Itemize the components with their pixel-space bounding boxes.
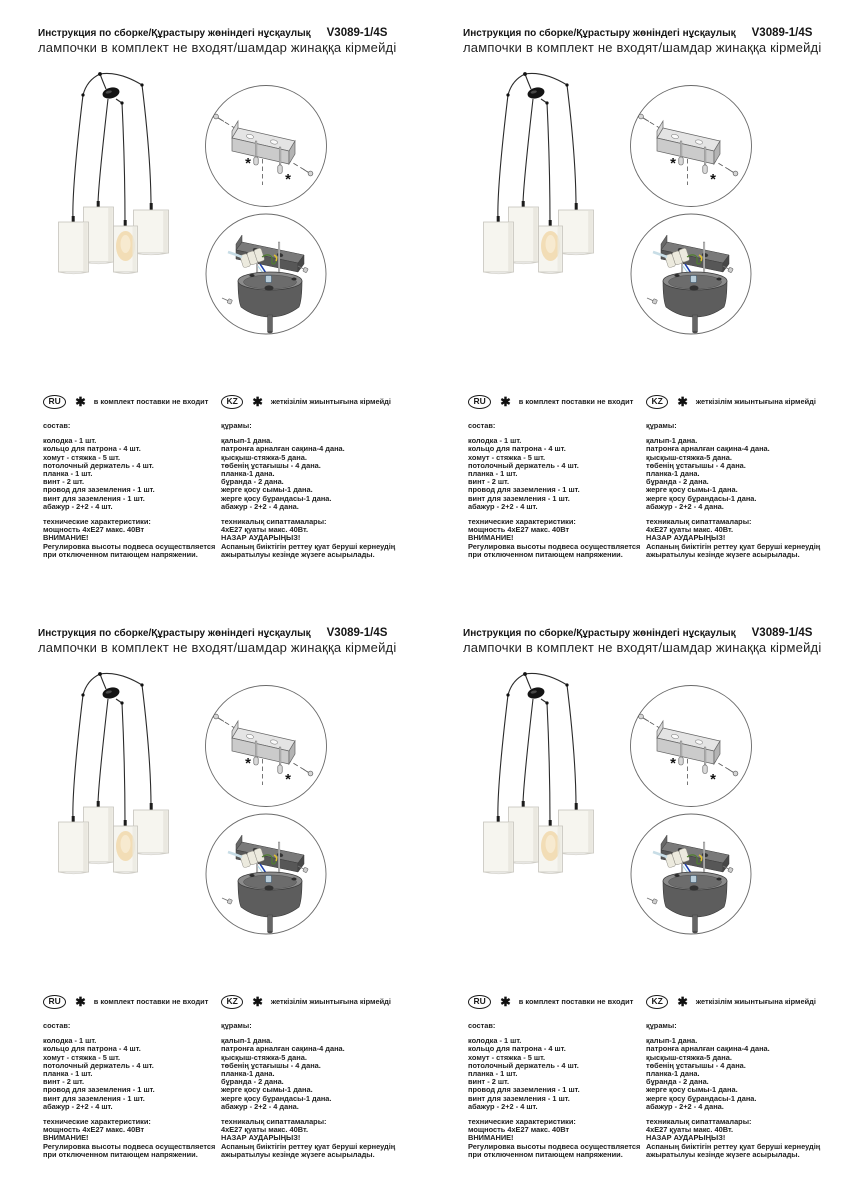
asterisk-icon: ✱ <box>500 994 511 1009</box>
cord-knot <box>523 72 527 76</box>
list-item: Аспаның биіктігін реттеу қуат беруші кернеудің <box>221 541 396 551</box>
panel-header <box>38 27 396 55</box>
asterisk-icon: ✱ <box>500 394 511 409</box>
list-item: ажыратылуы кезінде жүзеге асырылады. <box>221 549 375 559</box>
ceiling-canopy-wiring-diagram <box>629 812 753 936</box>
list-item: жерге қосу сымы-1 дана. <box>221 485 313 495</box>
asterisk-mark: * <box>285 171 291 188</box>
cord-grip <box>120 701 123 704</box>
lamp-shade <box>484 216 514 274</box>
list-item: 4хЕ27 қуаты макс. 40Вт. <box>221 1125 309 1135</box>
list-item: Аспаның биіктігін реттеу қуат беруші кернеудің <box>646 1141 821 1151</box>
list-item: Регулировка высоты подвеса осуществляется <box>43 541 216 551</box>
kz-tech-specs <box>221 1118 401 1159</box>
kz-contents-heading: құрамы: <box>646 1021 677 1030</box>
ru-section <box>43 995 223 1159</box>
asterisk-icon: ✱ <box>677 394 688 409</box>
wire-connector <box>691 276 697 283</box>
list-item: потолочный держатель - 4 шт. <box>468 460 579 470</box>
list-item: патронға арналған сақина-4 дана. <box>221 444 345 454</box>
asterisk-mark: * <box>670 155 676 172</box>
lamps-not-included-line: лампочки в комплект не входят/шамдар жинаққа кірмейді <box>463 40 822 55</box>
lamp-shade <box>134 203 169 255</box>
ceiling-canopy <box>526 686 545 700</box>
list-item: планка-1 дана. <box>646 469 700 479</box>
center-hub <box>690 885 699 890</box>
list-item: 4хЕ27 қуаты макс. 40Вт. <box>221 525 309 535</box>
mounting-bracket-diagram <box>204 84 328 208</box>
ru-tech-specs <box>43 518 223 559</box>
asterisk-mark: * <box>245 755 251 772</box>
pendant-lamp-drawing <box>470 60 630 295</box>
list-item: қалып-1 дана. <box>646 436 698 446</box>
cord-knot <box>98 72 102 76</box>
list-item: қысқыш-стяжка-5 дана. <box>646 452 732 462</box>
lamp-shade-lit <box>539 820 563 874</box>
list-item: потолочный держатель - 4 шт. <box>468 1060 579 1070</box>
kz-parts-list <box>646 1037 826 1111</box>
list-item: абажур - 2+2 - 4 дана. <box>221 501 299 511</box>
wire-connector <box>266 276 272 283</box>
lamp-shade-lit <box>114 220 138 274</box>
ru-tech-specs <box>468 1118 648 1159</box>
lamp-shade <box>559 203 594 255</box>
kz-parts-list <box>646 437 826 511</box>
center-hub <box>265 885 274 890</box>
kz-not-included-note: жеткізілім жиынтығына кірмейді <box>270 397 391 406</box>
list-item: винт для заземления - 1 шт. <box>468 1093 570 1103</box>
list-item: төбенің ұстағышы - 4 дана. <box>646 460 746 470</box>
list-item: НАЗАР АУДАРЫҢЫЗ! <box>646 533 726 543</box>
ceiling-canopy <box>526 86 545 100</box>
ru-language-badge: RU <box>43 995 66 1009</box>
list-item: технические характеристики: <box>468 517 576 527</box>
list-item: жерге қосу бұрандасы-1 дана. <box>646 1093 757 1103</box>
list-item: при отключенном питающем напряжении. <box>43 549 198 559</box>
kz-parts-list <box>221 1037 401 1111</box>
ru-not-included-note: в комплект поставки не входит <box>93 997 209 1006</box>
instruction-title: Инструкция по сборке/Құрастыру жөніндегі нұсқаулық <box>463 28 736 39</box>
lamp-shade-lit <box>114 820 138 874</box>
wire-connector <box>691 876 697 883</box>
cord-grip <box>565 83 568 86</box>
list-item: провод для заземления - 1 шт. <box>43 1085 155 1095</box>
panel-header <box>463 27 821 55</box>
model-number: V3089-1/4S <box>751 27 813 39</box>
rim-hole <box>716 878 721 881</box>
list-item: НАЗАР АУДАРЫҢЫЗ! <box>646 1133 726 1143</box>
kz-language-badge: KZ <box>221 995 243 1009</box>
list-item: винт - 2 шт. <box>43 477 85 487</box>
list-item: абажур - 2+2 - 4 дана. <box>646 1101 724 1111</box>
list-item: Регулировка высоты подвеса осуществляется <box>43 1141 216 1151</box>
ru-not-included-note: в комплект поставки не входит <box>518 997 634 1006</box>
rim-hole <box>291 878 296 881</box>
kz-language-badge: KZ <box>646 995 668 1009</box>
kz-contents-heading: құрамы: <box>221 421 252 430</box>
list-item: провод для заземления - 1 шт. <box>468 1085 580 1095</box>
center-hub <box>690 285 699 290</box>
list-item: колодка - 1 шт. <box>43 1036 97 1046</box>
asterisk-icon: ✱ <box>252 394 263 409</box>
list-item: қысқыш-стяжка-5 дана. <box>221 452 307 462</box>
kz-badge-row <box>221 995 401 1008</box>
center-hub <box>265 285 274 290</box>
list-item: хомут - стяжка - 5 шт. <box>468 452 546 462</box>
list-item: НАЗАР АУДАРЫҢЫЗ! <box>221 533 301 543</box>
list-item: кольцо для патрона - 4 шт. <box>43 1044 141 1054</box>
kz-tech-specs <box>646 1118 826 1159</box>
list-item: патронға арналған сақина-4 дана. <box>646 1044 770 1054</box>
list-item: техникалық сипаттамалары: <box>646 517 752 527</box>
kz-badge-row <box>646 995 826 1008</box>
rim-hole <box>249 874 254 877</box>
instruction-panel <box>425 600 849 1200</box>
kz-contents-heading: құрамы: <box>221 1021 252 1030</box>
kz-tech-specs <box>646 518 826 559</box>
asterisk-mark: * <box>710 771 716 788</box>
ru-tech-specs <box>43 1118 223 1159</box>
list-item: ВНИМАНИЕ! <box>43 1133 89 1143</box>
header-line-1 <box>38 27 396 39</box>
canopy-stem <box>693 915 698 932</box>
list-item: техникалық сипаттамалары: <box>646 1117 752 1127</box>
list-item: Регулировка высоты подвеса осуществляется <box>468 541 641 551</box>
list-item: винт для заземления - 1 шт. <box>43 1093 145 1103</box>
list-item: абажур - 2+2 - 4 шт. <box>43 501 113 511</box>
list-item: технические характеристики: <box>43 517 151 527</box>
list-item: жерге қосу сымы-1 дана. <box>221 1085 313 1095</box>
list-item: ВНИМАНИЕ! <box>468 533 514 543</box>
list-item: провод для заземления - 1 шт. <box>468 485 580 495</box>
cord-grip <box>506 93 509 96</box>
asterisk-mark: * <box>710 171 716 188</box>
list-item: техникалық сипаттамалары: <box>221 517 327 527</box>
header-line-1 <box>463 627 821 639</box>
list-item: Аспаның биіктігін реттеу қуат беруші кернеудің <box>221 1141 396 1151</box>
list-item: техникалық сипаттамалары: <box>221 1117 327 1127</box>
list-item: ВНИМАНИЕ! <box>468 1133 514 1143</box>
list-item: НАЗАР АУДАРЫҢЫЗ! <box>221 1133 301 1143</box>
kz-badge-row <box>221 395 401 408</box>
mounting-bracket-diagram <box>204 684 328 808</box>
lamp-shade-lit <box>539 220 563 274</box>
lamps-not-included-line: лампочки в комплект не входят/шамдар жинаққа кірмейді <box>38 640 397 655</box>
kz-section <box>221 395 401 559</box>
list-item: технические характеристики: <box>468 1117 576 1127</box>
model-number: V3089-1/4S <box>326 27 388 39</box>
list-item: планка-1 дана. <box>646 1069 700 1079</box>
ru-not-included-note: в комплект поставки не входит <box>518 397 634 406</box>
list-item: патронға арналған сақина-4 дана. <box>221 1044 345 1054</box>
list-item: жерге қосу бұрандасы-1 дана. <box>221 493 332 503</box>
cord-knot <box>523 672 527 676</box>
lamp-shade <box>134 803 169 855</box>
list-item: бұранда - 2 дана. <box>221 1077 284 1087</box>
instruction-title: Инструкция по сборке/Құрастыру жөніндегі нұсқаулық <box>463 628 736 639</box>
list-item: потолочный держатель - 4 шт. <box>43 1060 154 1070</box>
list-item: кольцо для патрона - 4 шт. <box>468 444 566 454</box>
cord-grip <box>565 683 568 686</box>
model-number: V3089-1/4S <box>751 627 813 639</box>
list-item: төбенің ұстағышы - 4 дана. <box>221 460 321 470</box>
ceiling-canopy-wiring-diagram <box>629 212 753 336</box>
instruction-panel <box>0 600 424 1200</box>
list-item: мощность 4хЕ27 макс. 40Вт <box>468 525 570 535</box>
ru-contents-heading: состав: <box>43 1021 71 1030</box>
ru-badge-row <box>43 995 223 1008</box>
list-item: потолочный держатель - 4 шт. <box>43 460 154 470</box>
rim-hole <box>249 274 254 277</box>
list-item: винт - 2 шт. <box>468 477 510 487</box>
ru-language-badge: RU <box>468 395 491 409</box>
list-item: қалып-1 дана. <box>646 1036 698 1046</box>
lamp-shade <box>559 803 594 855</box>
lamp-shade <box>59 216 89 274</box>
list-item: планка - 1 шт. <box>43 1069 93 1079</box>
kz-section <box>646 995 826 1159</box>
pendant-lamp-drawing <box>45 60 205 295</box>
list-item: жерге қосу сымы-1 дана. <box>646 485 738 495</box>
pendant-lamp-drawing <box>45 660 205 895</box>
kz-section <box>221 995 401 1159</box>
ru-parts-list <box>468 1037 648 1111</box>
list-item: бұранда - 2 дана. <box>221 477 284 487</box>
canopy-stem <box>268 315 273 332</box>
list-item: колодка - 1 шт. <box>468 1036 522 1046</box>
ru-not-included-note: в комплект поставки не входит <box>93 397 209 406</box>
cord-grip <box>140 83 143 86</box>
lamps-not-included-line: лампочки в комплект не входят/шамдар жинаққа кірмейді <box>38 40 397 55</box>
ru-section <box>468 995 648 1159</box>
list-item: планка - 1 шт. <box>468 1069 518 1079</box>
asterisk-mark: * <box>285 771 291 788</box>
instruction-title: Инструкция по сборке/Құрастыру жөніндегі нұсқаулық <box>38 628 311 639</box>
ceiling-canopy <box>101 86 120 100</box>
kz-language-badge: KZ <box>221 395 243 409</box>
list-item: при отключенном питающем напряжении. <box>468 549 623 559</box>
canopy-stem <box>268 915 273 932</box>
list-item: қысқыш-стяжка-5 дана. <box>221 1052 307 1062</box>
kz-not-included-note: жеткізілім жиынтығына кірмейді <box>270 997 391 1006</box>
list-item: ажыратылуы кезінде жүзеге асырылады. <box>646 549 800 559</box>
list-item: при отключенном питающем напряжении. <box>43 1149 198 1159</box>
rim-hole <box>674 874 679 877</box>
cord-grip <box>81 93 84 96</box>
list-item: кольцо для патрона - 4 шт. <box>43 444 141 454</box>
list-item: абажур - 2+2 - 4 шт. <box>468 1101 538 1111</box>
asterisk-icon: ✱ <box>75 394 86 409</box>
asterisk-mark: * <box>670 755 676 772</box>
ru-language-badge: RU <box>468 995 491 1009</box>
ru-parts-list <box>43 1037 223 1111</box>
list-item: 4хЕ27 қуаты макс. 40Вт. <box>646 525 734 535</box>
list-item: планка - 1 шт. <box>43 469 93 479</box>
ru-contents-heading: состав: <box>43 421 71 430</box>
list-item: жерге қосу бұрандасы-1 дана. <box>221 1093 332 1103</box>
lamps-not-included-line: лампочки в комплект не входят/шамдар жинаққа кірмейді <box>463 640 822 655</box>
list-item: патронға арналған сақина-4 дана. <box>646 444 770 454</box>
header-line-1 <box>38 627 396 639</box>
list-item: винт для заземления - 1 шт. <box>43 493 145 503</box>
ru-badge-row <box>468 995 648 1008</box>
list-item: қысқыш-стяжка-5 дана. <box>646 1052 732 1062</box>
list-item: хомут - стяжка - 5 шт. <box>43 452 121 462</box>
ru-parts-list <box>468 437 648 511</box>
ceiling-canopy-wiring-diagram <box>204 212 328 336</box>
list-item: технические характеристики: <box>43 1117 151 1127</box>
list-item: абажур - 2+2 - 4 дана. <box>646 501 724 511</box>
model-number: V3089-1/4S <box>326 627 388 639</box>
kz-parts-list <box>221 437 401 511</box>
list-item: абажур - 2+2 - 4 шт. <box>468 501 538 511</box>
list-item: ажыратылуы кезінде жүзеге асырылады. <box>646 1149 800 1159</box>
kz-not-included-note: жеткізілім жиынтығына кірмейді <box>695 997 816 1006</box>
instruction-title: Инструкция по сборке/Құрастыру жөніндегі нұсқаулық <box>38 28 311 39</box>
ru-badge-row <box>43 395 223 408</box>
list-item: кольцо для патрона - 4 шт. <box>468 1044 566 1054</box>
list-item: хомут - стяжка - 5 шт. <box>468 1052 546 1062</box>
panel-header <box>463 627 821 655</box>
kz-language-badge: KZ <box>646 395 668 409</box>
mounting-bracket-diagram <box>629 684 753 808</box>
lamp-shade <box>59 816 89 874</box>
lamp-shade <box>484 816 514 874</box>
ru-parts-list <box>43 437 223 511</box>
rim-hole <box>291 278 296 281</box>
list-item: хомут - стяжка - 5 шт. <box>43 1052 121 1062</box>
ru-section <box>43 395 223 559</box>
list-item: төбенің ұстағышы - 4 дана. <box>646 1060 746 1070</box>
list-item: мощность 4хЕ27 макс. 40Вт <box>43 1125 145 1135</box>
list-item: винт - 2 шт. <box>468 1077 510 1087</box>
cord-grip <box>120 101 123 104</box>
instruction-panel <box>425 0 849 600</box>
instruction-panel <box>0 0 424 600</box>
asterisk-mark: * <box>245 155 251 172</box>
rim-hole <box>716 278 721 281</box>
list-item: винт - 2 шт. <box>43 1077 85 1087</box>
list-item: винт для заземления - 1 шт. <box>468 493 570 503</box>
list-item: мощность 4хЕ27 макс. 40Вт <box>43 525 145 535</box>
list-item: планка-1 дана. <box>221 1069 275 1079</box>
ru-badge-row <box>468 395 648 408</box>
list-item: жерге қосу сымы-1 дана. <box>646 1085 738 1095</box>
mounting-bracket-diagram <box>629 84 753 208</box>
list-item: төбенің ұстағышы - 4 дана. <box>221 1060 321 1070</box>
list-item: планка-1 дана. <box>221 469 275 479</box>
ru-tech-specs <box>468 518 648 559</box>
canopy-stem <box>693 315 698 332</box>
wire-connector <box>266 876 272 883</box>
ru-language-badge: RU <box>43 395 66 409</box>
cord-grip <box>545 701 548 704</box>
list-item: провод для заземления - 1 шт. <box>43 485 155 495</box>
asterisk-icon: ✱ <box>677 994 688 1009</box>
list-item: абажур - 2+2 - 4 шт. <box>43 1101 113 1111</box>
list-item: ВНИМАНИЕ! <box>43 533 89 543</box>
cord-grip <box>81 693 84 696</box>
list-item: қалып-1 дана. <box>221 1036 273 1046</box>
list-item: при отключенном питающем напряжении. <box>468 1149 623 1159</box>
kz-badge-row <box>646 395 826 408</box>
ceiling-canopy-wiring-diagram <box>204 812 328 936</box>
header-line-1 <box>463 27 821 39</box>
cord-grip <box>140 683 143 686</box>
kz-not-included-note: жеткізілім жиынтығына кірмейді <box>695 397 816 406</box>
list-item: колодка - 1 шт. <box>43 436 97 446</box>
kz-contents-heading: құрамы: <box>646 421 677 430</box>
list-item: Аспаның биіктігін реттеу қуат беруші кернеудің <box>646 541 821 551</box>
asterisk-icon: ✱ <box>75 994 86 1009</box>
list-item: қалып-1 дана. <box>221 436 273 446</box>
kz-section <box>646 395 826 559</box>
list-item: абажур - 2+2 - 4 дана. <box>221 1101 299 1111</box>
list-item: бұранда - 2 дана. <box>646 1077 709 1087</box>
panel-header <box>38 627 396 655</box>
ru-contents-heading: состав: <box>468 421 496 430</box>
list-item: колодка - 1 шт. <box>468 436 522 446</box>
cord-grip <box>506 693 509 696</box>
asterisk-icon: ✱ <box>252 994 263 1009</box>
rim-hole <box>674 274 679 277</box>
list-item: бұранда - 2 дана. <box>646 477 709 487</box>
list-item: мощность 4хЕ27 макс. 40Вт <box>468 1125 570 1135</box>
pendant-lamp-drawing <box>470 660 630 895</box>
cord-grip <box>545 101 548 104</box>
list-item: Регулировка высоты подвеса осуществляется <box>468 1141 641 1151</box>
list-item: планка - 1 шт. <box>468 469 518 479</box>
ru-section <box>468 395 648 559</box>
list-item: жерге қосу бұрандасы-1 дана. <box>646 493 757 503</box>
list-item: ажыратылуы кезінде жүзеге асырылады. <box>221 1149 375 1159</box>
list-item: 4хЕ27 қуаты макс. 40Вт. <box>646 1125 734 1135</box>
cord-knot <box>98 672 102 676</box>
ru-contents-heading: состав: <box>468 1021 496 1030</box>
ceiling-canopy <box>101 686 120 700</box>
kz-tech-specs <box>221 518 401 559</box>
